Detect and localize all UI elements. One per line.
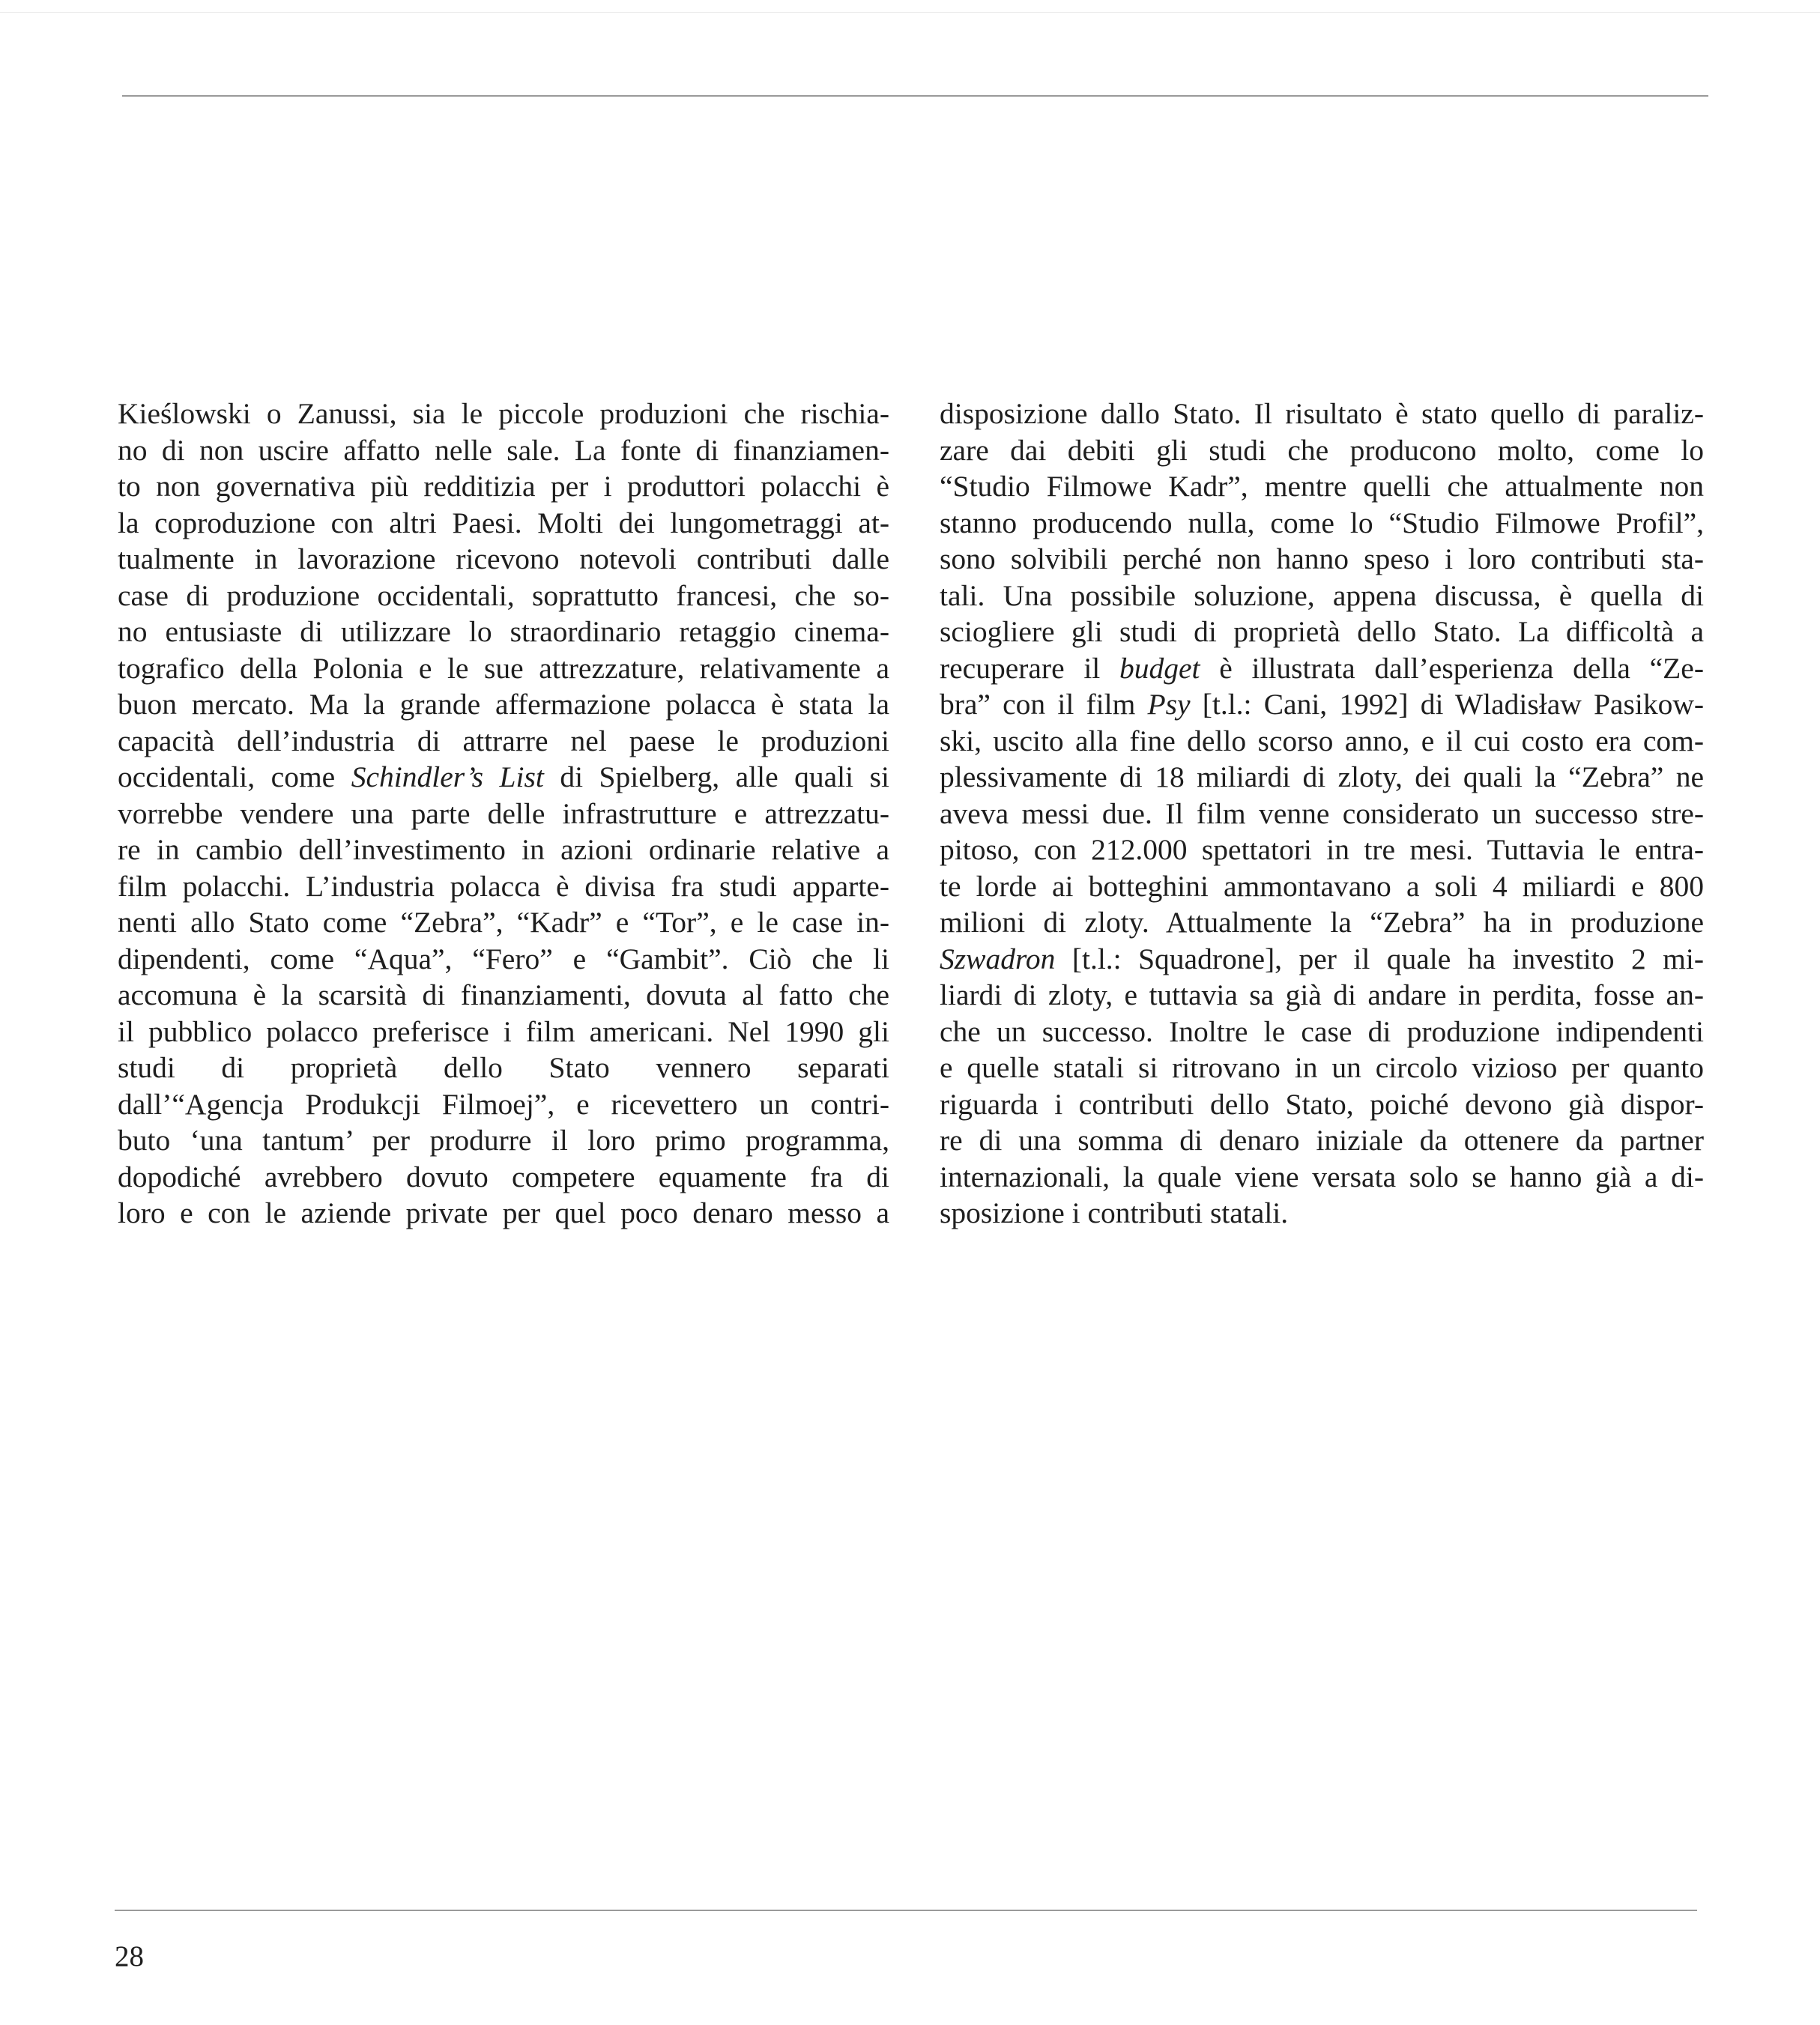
text-line: dall’“Agencja Produkcji Filmoej”, e ricevettero un contri- — [118, 1087, 889, 1121]
text-line: liardi di zloty, e tuttavia sa già di andare in perdita, fosse an- — [940, 978, 1704, 1011]
text-line: dopodiché avrebbero dovuto competere equamente fra di — [118, 1160, 889, 1193]
text-line: no di non uscire affatto nelle sale. La fonte di finanziamen- — [118, 433, 889, 467]
text-line: disposizione dallo Stato. Il risultato è stato quello di paraliz- — [940, 397, 1704, 430]
text-line: milioni di zloty. Attualmente la “Zebra” ha in produzione — [940, 906, 1704, 939]
text-line: to non governativa più redditizia per i produttori polacchi è — [118, 470, 889, 503]
text-line: tualmente in lavorazione ricevono notevoli contributi dalle — [118, 542, 889, 575]
text-line: case di produzione occidentali, soprattutto francesi, che so- — [118, 578, 889, 612]
text-line: riguarda i contributi dello Stato, poiché devono già dispor- — [940, 1087, 1704, 1121]
text-line: sono solvibili perché non hanno speso i loro contributi sta- — [940, 542, 1704, 575]
text-line: e quelle statali si ritrovano in un circolo vizioso per quanto — [940, 1051, 1704, 1084]
text-line: capacità dell’industria di attrarre nel paese le produzioni — [118, 724, 889, 757]
scan-edge-line — [0, 12, 1820, 13]
text-line: internazionali, la quale viene versata solo se hanno già a di- — [940, 1160, 1704, 1193]
text-line: studi di proprietà dello Stato vennero separati — [118, 1051, 889, 1084]
text-line: vorrebbe vendere una parte delle infrastrutture e attrezzatu- — [118, 796, 889, 830]
text-line: te lorde ai botteghini ammontavano a soli 4 miliardi e 800 — [940, 869, 1704, 903]
text-line: dipendenti, come “Aqua”, “Fero” e “Gambit”. Ciò che li — [118, 942, 889, 975]
text-line: buto ‘una tantum’ per produrre il loro primo programma, — [118, 1124, 889, 1157]
text-line: zare dai debiti gli studi che producono molto, come lo — [940, 433, 1704, 467]
text-line: recuperare il budget è illustrata dall’esperienza della “Ze- — [940, 651, 1704, 685]
text-line: sciogliere gli studi di proprietà dello Stato. La difficoltà a — [940, 615, 1704, 648]
text-line: accomuna è la scarsità di finanziamenti, dovuta al fatto che — [118, 978, 889, 1011]
text-column-right — [940, 396, 1704, 1232]
text-line: plessivamente di 18 miliardi di zloty, dei quali la “Zebra” ne — [940, 760, 1704, 793]
text-line: il pubblico polacco preferisce i film americani. Nel 1990 gli — [118, 1014, 889, 1048]
text-line: Kieślowski o Zanussi, sia le piccole produzioni che rischia- — [118, 397, 889, 430]
text-line: re di una somma di denaro iniziale da ottenere da partner — [940, 1124, 1704, 1157]
text-line: pitoso, con 212.000 spettatori in tre mesi. Tuttavia le entra- — [940, 833, 1704, 866]
text-line: re in cambio dell’investimento in azioni ordinarie relative a — [118, 833, 889, 866]
text-line: tali. Una possibile soluzione, appena discussa, è quella di — [940, 578, 1704, 612]
text-line: ski, uscito alla fine dello scorso anno, e il cui costo era com- — [940, 724, 1704, 757]
text-column-left — [118, 396, 889, 1232]
text-line: sposizione i contributi statali. — [940, 1196, 1289, 1229]
text-line: no entusiaste di utilizzare lo straordinario retaggio cinema- — [118, 615, 889, 648]
header-rule — [122, 95, 1708, 97]
footer-rule — [115, 1910, 1697, 1911]
text-line: loro e con le aziende private per quel poco denaro messo a — [118, 1196, 889, 1229]
text-line: occidentali, come Schindler’s List di Spielberg, alle quali si — [118, 760, 889, 793]
text-line: tografico della Polonia e le sue attrezzature, relativamente a — [118, 651, 889, 685]
text-line: bra” con il film Psy [t.l.: Cani, 1992] di Wladisław Pasikow- — [940, 688, 1704, 721]
text-line: che un successo. Inoltre le case di produzione indipendenti — [940, 1014, 1704, 1048]
text-line: stanno producendo nulla, come lo “Studio Filmowe Profil”, — [940, 506, 1704, 539]
text-line: film polacchi. L’industria polacca è divisa fra studi apparte- — [118, 869, 889, 903]
page-number: 28 — [115, 1940, 144, 1973]
text-line: Szwadron [t.l.: Squadrone], per il quale ha investito 2 mi- — [940, 942, 1704, 975]
text-line: aveva messi due. Il film venne considerato un successo stre- — [940, 796, 1704, 830]
text-line: “Studio Filmowe Kadr”, mentre quelli che attualmente non — [940, 470, 1704, 503]
text-line: buon mercato. Ma la grande affermazione polacca è stata la — [118, 688, 889, 721]
text-line: la coproduzione con altri Paesi. Molti dei lungometraggi at- — [118, 506, 889, 539]
text-line: nenti allo Stato come “Zebra”, “Kadr” e “Tor”, e le case in- — [118, 906, 889, 939]
